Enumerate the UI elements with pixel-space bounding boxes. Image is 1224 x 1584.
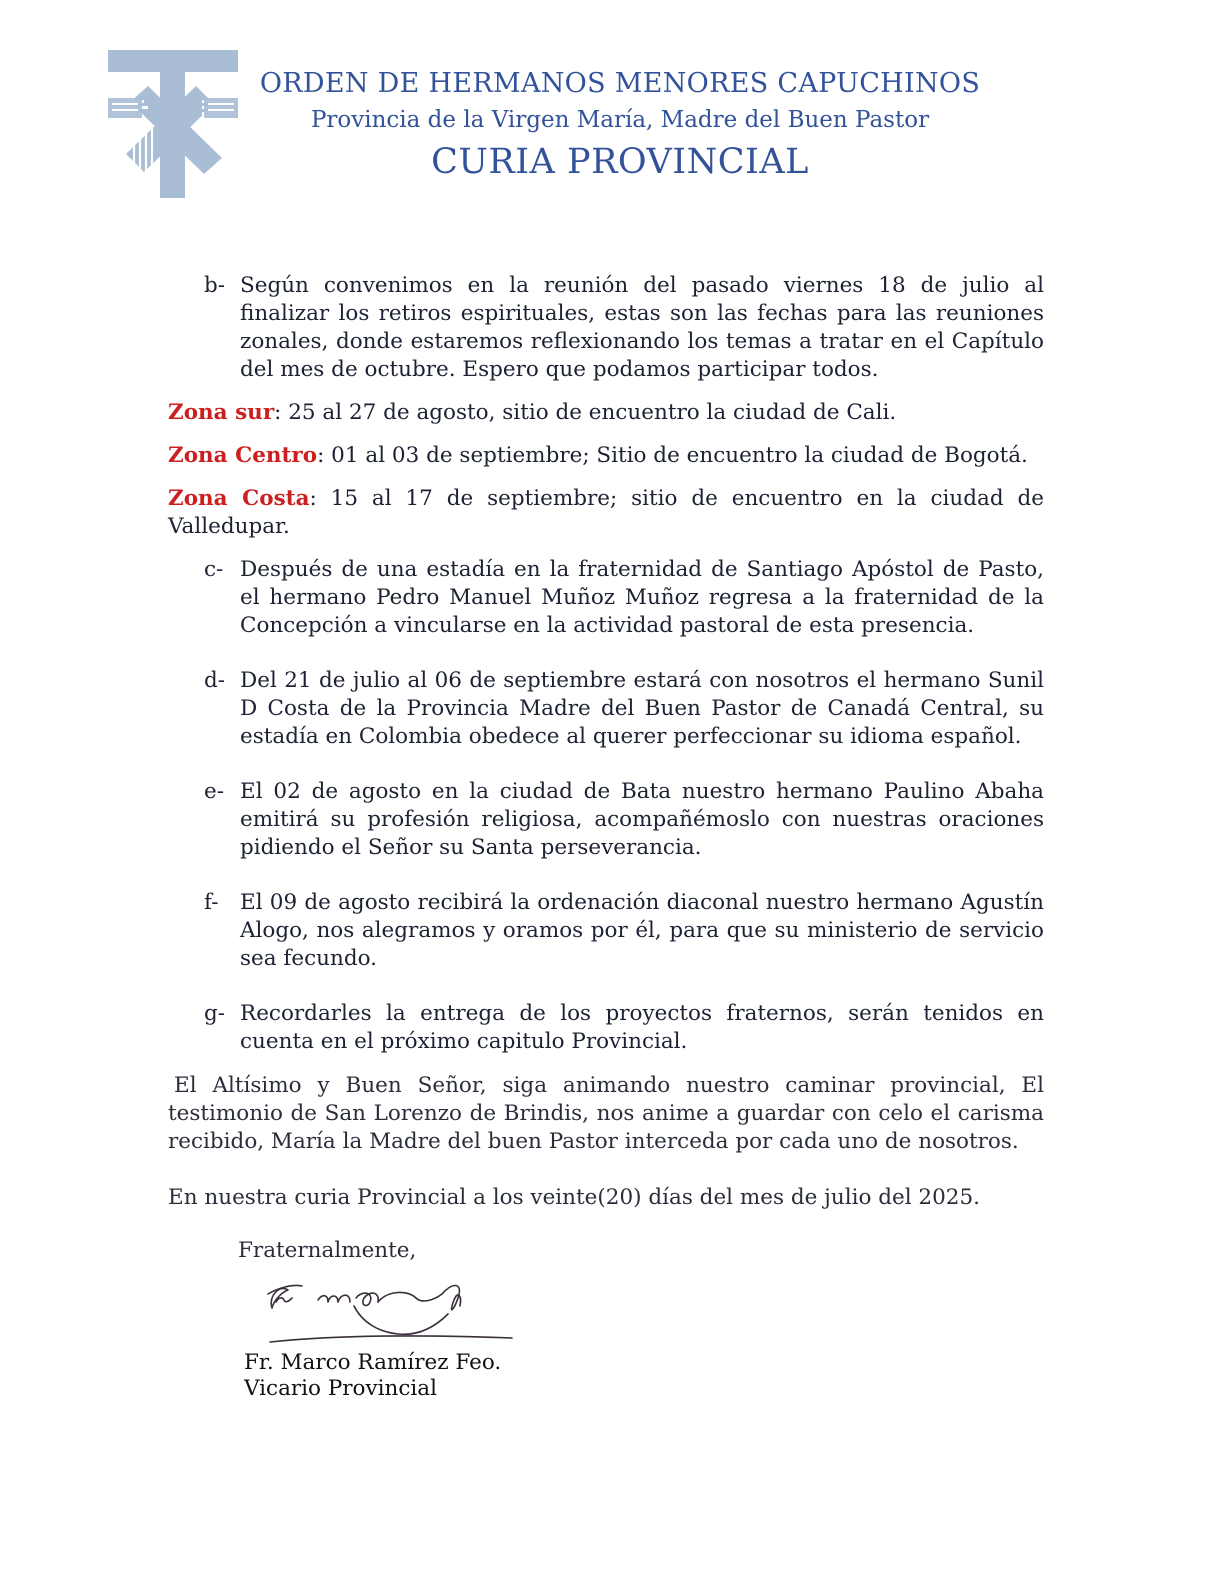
zone-sur bbox=[168, 399, 1044, 427]
handwritten-signature bbox=[258, 1270, 528, 1354]
list-item-e bbox=[168, 778, 1044, 862]
province-name: Provincia de la Virgen María, Madre del Buen Pastor bbox=[310, 107, 930, 133]
letter-body bbox=[168, 272, 1044, 1212]
signer-name: Fr. Marco Ramírez Feo. bbox=[244, 1350, 502, 1375]
dateline: En nuestra curia Provincial a los veinte(20) días del mes de julio del 2025. bbox=[168, 1185, 980, 1210]
list-item-b bbox=[168, 272, 1044, 384]
list-item-f bbox=[168, 889, 1044, 973]
signer-title: Vicario Provincial bbox=[244, 1376, 437, 1401]
list-item-letter: f- bbox=[204, 890, 219, 915]
order-name: ORDEN DE HERMANOS MENORES CAPUCHINOS bbox=[259, 68, 981, 99]
list-item-text: Recordarles la entrega de los proyectos fraternos, serán tenidos en cuenta en el próximo capitulo Provincial. bbox=[240, 1001, 1044, 1054]
list-item-letter: c- bbox=[204, 557, 224, 582]
curia-title: CURIA PROVINCIAL bbox=[431, 142, 809, 182]
list-item-letter: g- bbox=[204, 1001, 226, 1026]
zone-name: Zona Costa bbox=[168, 486, 310, 511]
zone-costa bbox=[168, 485, 1044, 541]
list-item-text: El 02 de agosto en la ciudad de Bata nuestro hermano Paulino Abaha emitirá su profesión religiosa, acompañémoslo con nuestras oraciones pidiendo el Señor su Santa perseverancia. bbox=[240, 779, 1044, 860]
list-item-letter: b- bbox=[204, 273, 226, 298]
list-item-d bbox=[168, 667, 1044, 751]
letterhead bbox=[250, 66, 990, 186]
capuchin-tau-cross-logo-icon bbox=[104, 46, 244, 201]
zone-details: : 25 al 27 de agosto, sitio de encuentro la ciudad de Cali. bbox=[274, 400, 897, 425]
zone-details: : 01 al 03 de septiembre; Sitio de encuentro la ciudad de Bogotá. bbox=[317, 443, 1028, 468]
zone-name: Zona Centro bbox=[168, 443, 318, 468]
list-item-text: Del 21 de julio al 06 de septiembre estará con nosotros el hermano Sunil D Costa de la Provincia Madre del Buen Pastor de Canadá Central, su estadía en Colombia obedece al querer perfeccionar su idioma español. bbox=[240, 668, 1044, 749]
list-item-c bbox=[168, 556, 1044, 640]
signer-block bbox=[244, 1350, 501, 1402]
list-item-letter: e- bbox=[204, 779, 224, 804]
list-item-g bbox=[168, 1000, 1044, 1056]
zone-details: : 15 al 17 de septiembre; sitio de encuentro en la ciudad de Valledupar. bbox=[168, 486, 1044, 539]
zone-name: Zona sur bbox=[168, 400, 275, 425]
farewell: Fraternalmente, bbox=[238, 1238, 417, 1263]
list-item-text: Según convenimos en la reunión del pasado viernes 18 de julio al finalizar los retiros espirituales, estas son las fechas para las reuniones zonales, donde estaremos reflexionando los temas a tratar en el Capítulo del mes de octubre. Espero que podamos participar todos. bbox=[240, 273, 1044, 382]
closing-paragraph: El Altísimo y Buen Señor, siga animando nuestro caminar provincial, El testimonio de San Lorenzo de Brindis, nos anime a guardar con celo el carisma recibido, María la Madre del buen Pastor interceda por cada uno de nosotros. bbox=[168, 1073, 1044, 1154]
list-item-letter: d- bbox=[204, 668, 226, 693]
list-item-text: Después de una estadía en la fraternidad de Santiago Apóstol de Pasto, el hermano Pedro Manuel Muñoz Muñoz regresa a la fraternidad de la Concepción a vincularse en la actividad pastoral de esta presencia. bbox=[240, 557, 1044, 638]
list-item-text: El 09 de agosto recibirá la ordenación diaconal nuestro hermano Agustín Alogo, nos alegramos y oramos por él, para que su ministerio de servicio sea fecundo. bbox=[240, 890, 1044, 971]
zone-centro bbox=[168, 442, 1044, 470]
